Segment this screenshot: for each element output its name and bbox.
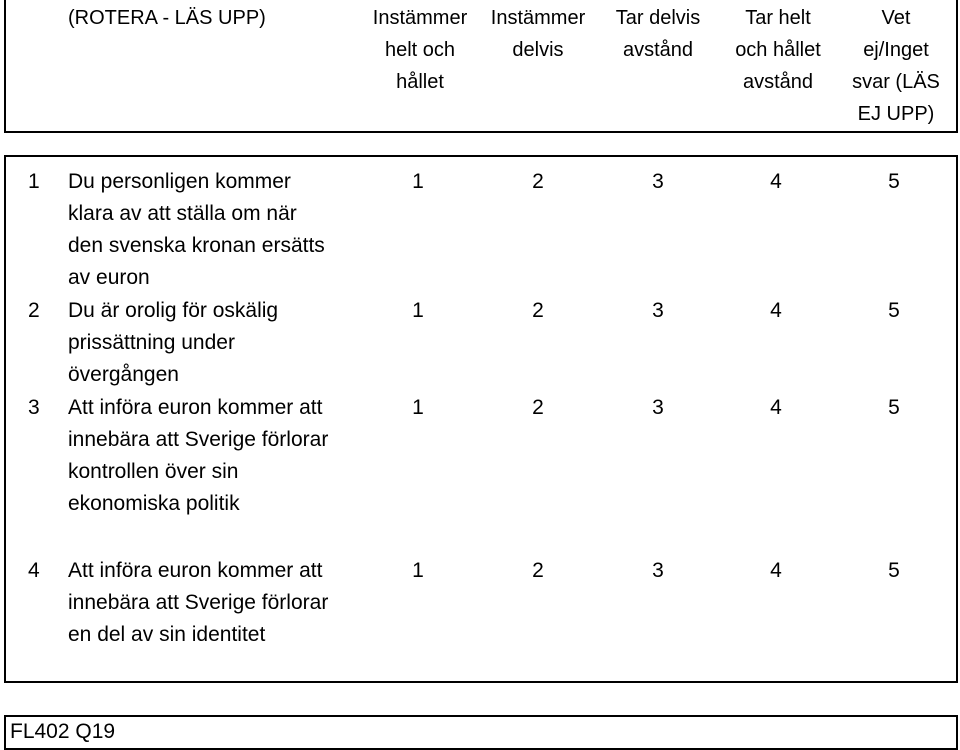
header-question-column: (ROTERA - LÄS UPP) — [68, 7, 266, 29]
question-text: Att införa euron kommer att innebära att Sverige förlorar kontrollen över sin ekonomiska politik — [68, 396, 329, 515]
row-number: 1 — [28, 170, 40, 193]
question-text: Att införa euron kommer att innebära att Sverige förlorar en del av sin identitet — [68, 559, 329, 646]
scale-option-4[interactable]: 4 — [770, 299, 782, 322]
scale-option-5[interactable]: 5 — [888, 559, 900, 582]
scale-option-5[interactable]: 5 — [888, 170, 900, 193]
scale-option-2[interactable]: 2 — [532, 396, 544, 419]
scale-option-2[interactable]: 2 — [532, 559, 544, 582]
row-number: 4 — [28, 559, 40, 582]
header-option-agree-fully: Instämmer helt och hållet — [372, 7, 468, 93]
header-option-agree-partly: Instämmer delvis — [490, 7, 586, 61]
scale-option-3[interactable]: 3 — [652, 559, 664, 582]
scale-option-2[interactable]: 2 — [532, 170, 544, 193]
question-text: Du är orolig för oskälig prissättning under övergången — [68, 299, 279, 386]
scale-option-4[interactable]: 4 — [770, 559, 782, 582]
footer-box — [4, 715, 958, 750]
question-text: Du personligen kommer klara av att ställa om när den svenska kronan ersätts av euron — [68, 170, 325, 289]
scale-option-5[interactable]: 5 — [888, 299, 900, 322]
header-option-disagree-partly: Tar delvis avstånd — [615, 7, 701, 61]
question-code: FL402 Q19 — [10, 720, 116, 743]
header-option-disagree-fully: Tar helt och hållet avstånd — [735, 7, 821, 93]
row-number: 2 — [28, 299, 40, 322]
scale-option-1[interactable]: 1 — [412, 396, 424, 419]
row-number: 3 — [28, 396, 40, 419]
header-option-dont-know: Vet ej/Inget svar (LÄS EJ UPP) — [852, 7, 940, 125]
scale-option-4[interactable]: 4 — [770, 170, 782, 193]
scale-option-3[interactable]: 3 — [652, 299, 664, 322]
scale-option-1[interactable]: 1 — [412, 559, 424, 582]
scale-option-1[interactable]: 1 — [412, 299, 424, 322]
scale-option-4[interactable]: 4 — [770, 396, 782, 419]
scale-option-1[interactable]: 1 — [412, 170, 424, 193]
scale-option-2[interactable]: 2 — [532, 299, 544, 322]
scale-option-3[interactable]: 3 — [652, 396, 664, 419]
scale-option-3[interactable]: 3 — [652, 170, 664, 193]
scale-option-5[interactable]: 5 — [888, 396, 900, 419]
